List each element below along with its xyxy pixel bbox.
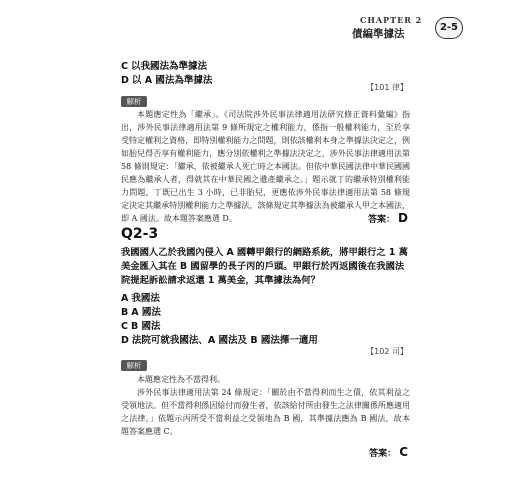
option-text: B 國法 — [130, 321, 161, 332]
answer-letter: C — [399, 445, 408, 459]
option-letter: D — [121, 75, 129, 86]
answer-label: 答案： — [369, 449, 397, 459]
prev-option-c — [121, 58, 207, 72]
explanation-paragraph: 本題應定性為「繼承」。《司法院涉外民事法律適用法研究修正資料彙編》指出，涉外民事法律適用法第 9 條所規定之權利能力，係指一般權利能力，至於享受特定權利之資格，即特別權利能力之問題，則依該權利本身之準據法決定之，例如胎兒得否享有權利能力，應分別依權利之準據法決定之，涉外民事法律適用法第 58 條則規定：「繼承，依被繼承人死亡時之本國法。但依中華民國法律中華民國國民應為繼承人者，得就其在中華民國之遺產繼承之。」題示就丁的繼承特別權利能力問題，丁既已出生 3 小時，已非胎兒，更應依涉外民事法律適用法第 58 條規定決定其繼承特別權利能力之準據法，該條規定其準據法為被繼承人甲之本國法，即 A 國法。故本題答案應選 D。 — [121, 110, 410, 223]
explanation-tag: 解析 — [121, 96, 147, 107]
prev-explanation — [121, 108, 410, 225]
question-id: Q2-3 — [121, 226, 159, 242]
option-letter: A — [121, 293, 129, 304]
chapter-title: 債編準據法 — [352, 28, 405, 40]
answer-letter: D — [398, 211, 408, 225]
option-letter: D — [121, 335, 129, 346]
option-letter: B — [121, 307, 129, 318]
answer-label: 答案： — [368, 215, 396, 225]
prev-option-d — [121, 72, 212, 86]
option-d — [121, 332, 318, 346]
chapter-label: CHAPTER 2 — [360, 15, 423, 25]
explanation-tag: 解析 — [121, 360, 147, 371]
option-text: A 國法 — [131, 307, 161, 318]
option-text: 我國法 — [131, 293, 160, 304]
question-explanation — [121, 373, 410, 438]
question-source: 【102 司】 — [366, 347, 408, 356]
option-b — [121, 304, 161, 318]
option-letter: C — [121, 61, 128, 72]
prev-question-source: 【101 律】 — [366, 83, 408, 92]
option-text: 法院可就我國法、A 國法及 B 國法擇一適用 — [131, 335, 318, 346]
option-a — [121, 290, 160, 304]
option-text: 以 A 國法為準據法 — [131, 75, 213, 86]
question-answer — [369, 445, 408, 459]
explanation-paragraph: 涉外民事法律適用法第 24 條規定：「關於由不當得利而生之債，依其利益之受領地法。但不當得利係因給付而發生者，依該給付所由發生之法律關係所應適用之法律。」依題示丙所受不當利益之受領地為 B 國，其準據法應為 B 國法，故本題答案應選 C。 — [121, 388, 410, 436]
question-stem: 我國國人乙於我國內侵入 A 國轉甲銀行的網路系統，將甲銀行之 1 萬美金匯入其在 B 國留學的長子丙的戶頭。甲銀行於丙返國後在我國法院提起訴訟請求返還 1 萬美金，其準據法為何？ — [121, 247, 408, 286]
option-letter: C — [121, 321, 128, 332]
explanation-paragraph: 本題應定性為不當得利。 — [137, 375, 225, 384]
page-number: 2-5 — [435, 17, 463, 39]
option-text: 以我國法為準據法 — [130, 61, 207, 72]
prev-answer — [368, 211, 408, 225]
option-c — [121, 318, 161, 332]
